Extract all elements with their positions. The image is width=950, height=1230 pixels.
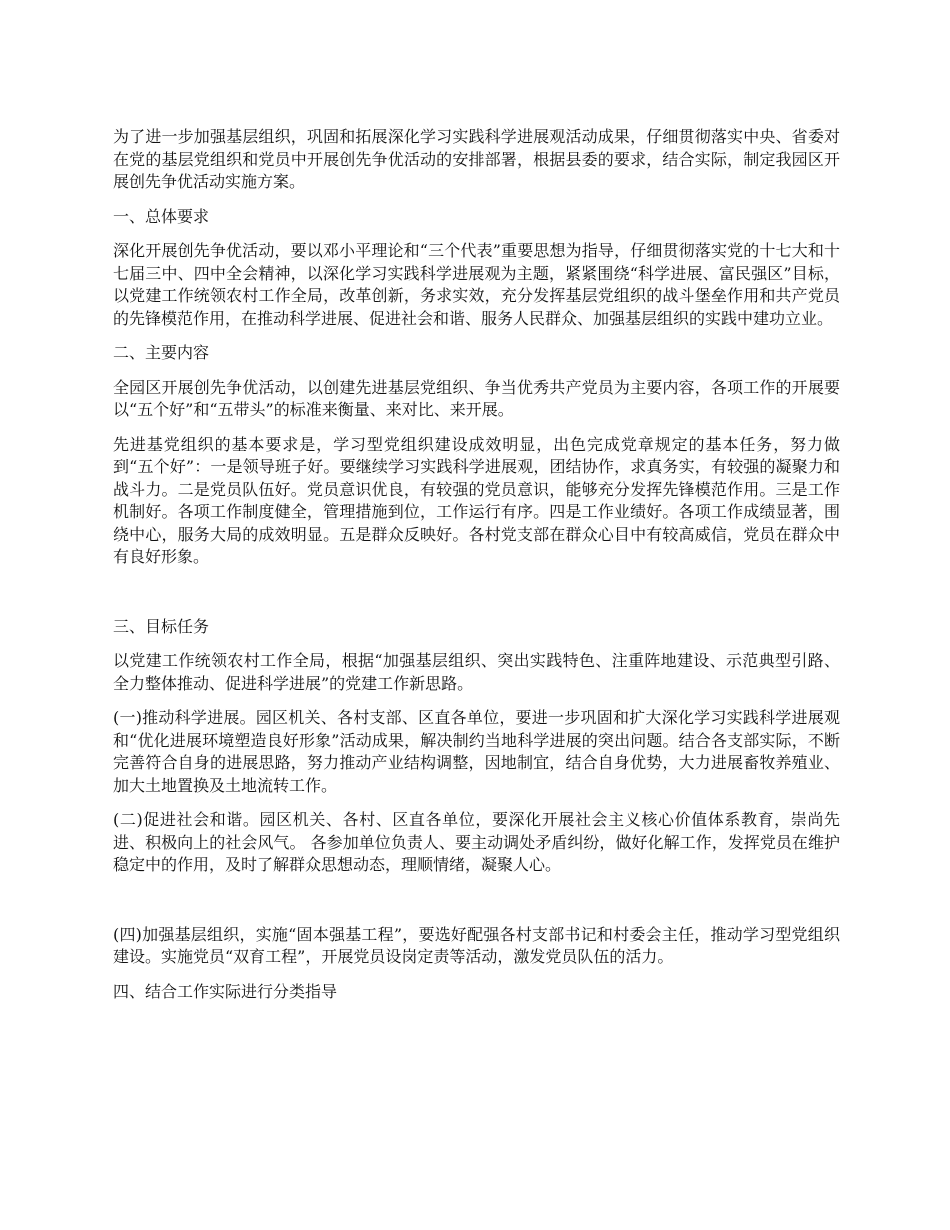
goal-tasks-paragraph: 以党建工作统领农村工作全局，根据“加强基层组织、突出实践特色、注重阵地建设、示范典型引路、全力整体推动、促进科学进展”的党建工作新思路。 [113, 651, 840, 693]
document-body [113, 126, 840, 1003]
intro-paragraph: 为了进一步加强基层组织，巩固和拓展深化学习实践科学进展观活动成果，仔细贯彻落实中央、省委对在党的基层党组织和党员中开展创先争优活动的安排部署，根据县委的要求，结合实际，制定我园区开展创先争优活动实施方案。 [113, 127, 840, 191]
task-item-1-paragraph: (一)推动科学进展。园区机关、各村支部、区直各单位，要进一步巩固和扩大深化学习实践科学进展观和“优化进展环境塑造良好形象”活动成果，解决制约当地科学进展的突出问题。结合各支部实际，不断完善符合自身的进展思路，努力推动产业结构调整，因地制宜，结合自身优势，大力进展畜牧养殖业、加大土地置换及土地流转工作。 [113, 708, 840, 795]
section-heading-goal-tasks: 三、目标任务 [113, 616, 210, 636]
task-item-4-paragraph: (四)加强基层组织，实施“固本强基工程”，要选好配强各村支部书记和村委会主任，推动学习型党组织建设。实施党员“双育工程”，开展党员设岗定责等活动，激发党员队伍的活力。 [113, 924, 840, 966]
section-heading-overall-requirements: 一、总体要求 [113, 206, 210, 226]
five-goods-paragraph: 先进基党组织的基本要求是，学习型党组织建设成效明显，出色完成党章规定的基本任务，努力做到“五个好”：一是领导班子好。要继续学习实践科学进展观，团结协作，求真务实，有较强的凝聚力和战斗力。二是党员队伍好。党员意识优良，有较强的党员意识，能够充分发挥先锋模范作用。三是工作机制好。各项工作制度健全，管理措施到位，工作运行有序。四是工作业绩好。各项工作成绩显著，围绕中心，服务大局的成效明显。五是群众反映好。各村党支部在群众心目中有较高威信，党员在群众中有良好形象。 [113, 434, 840, 566]
main-content-paragraph: 全园区开展创先争优活动，以创建先进基层党组织、争当优秀共产党员为主要内容，各项工作的开展要以“五个好”和“五带头”的标准来衡量、来对比、来开展。 [113, 377, 840, 419]
task-item-2-paragraph: (二)促进社会和谐。园区机关、各村、区直各单位，要深化开展社会主义核心价值体系教育，崇尚先进、积极向上的社会风气。 各参加单位负责人、要主动调处矛盾纠纷，做好化解工作，发挥党员在维护稳定中的作用，及时了解群众思想动态，理顺情绪，凝聚人心。 [113, 810, 840, 874]
overall-requirements-paragraph: 深化开展创先争优活动，要以邓小平理论和“三个代表”重要思想为指导，仔细贯彻落实党的十七大和十七届三中、四中全会精神，以深化学习实践科学进展观为主题，紧紧围绕“科学进展、富民强区”目标，以党建工作统领农村工作全局，改革创新，务求实效，充分发挥基层党组织的战斗堡垒作用和共产党员的先锋模范作用，在推动科学进展、促进社会和谐、服务人民群众、加强基层组织的实践中建功立业。 [113, 241, 840, 328]
section-heading-main-content: 二、主要内容 [113, 343, 210, 362]
section-heading-classified-guidance: 四、结合工作实际进行分类指导 [113, 981, 338, 1001]
